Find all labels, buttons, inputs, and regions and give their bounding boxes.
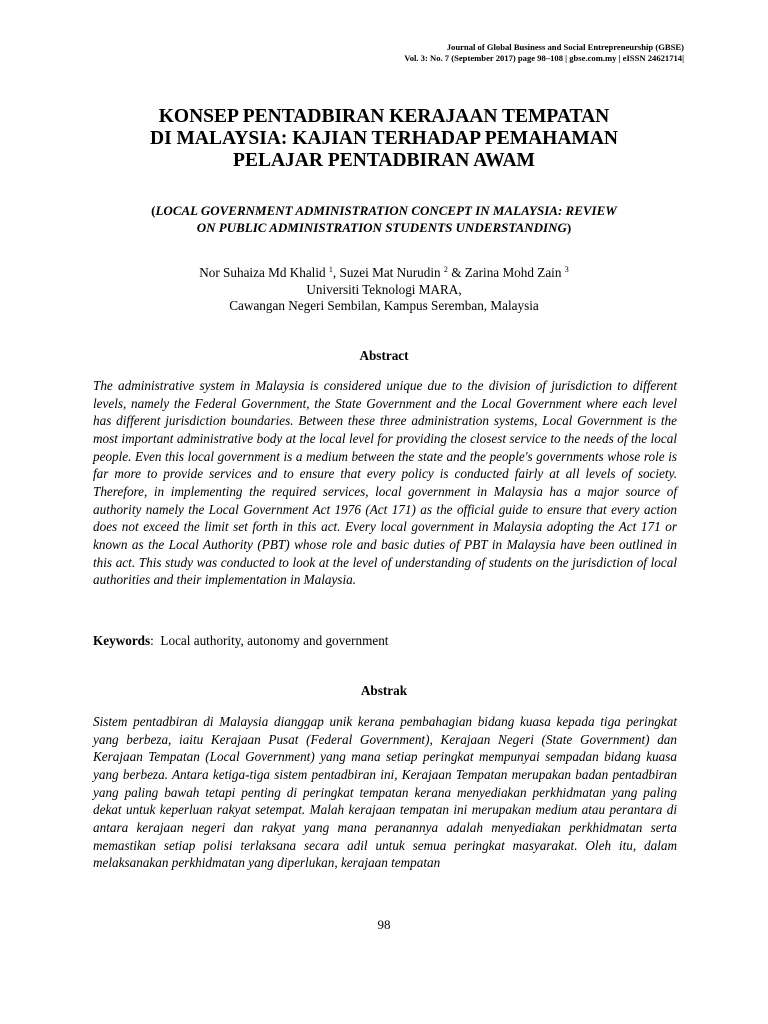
author-separator: & [447,265,465,280]
author-name: Nor Suhaiza Md Khalid [199,265,326,280]
author-affiliation-mark: 1 [328,265,333,274]
keywords-line: Keywords: Local authority, autonomy and government [93,633,389,648]
keywords-label: Keywords [93,633,151,648]
title-malay-line: PELAJAR PENTADBIRAN AWAM [233,150,535,171]
journal-name: Journal of Global Business and Social Entrepreneurship (GBSE) [446,42,684,52]
keywords-value: Local authority, autonomy and government [160,633,389,648]
author-name: Zarina Mohd Zain [464,265,562,280]
journal-header [264,42,684,64]
journal-volume-info: Vol. 3: No. 7 (September 2017) page 98–108 | gbse.com.my | eISSN 24621714| [404,53,684,63]
affiliation-line: Cawangan Negeri Sembilan, Kampus Seremban, Malaysia [229,298,539,313]
title-english-line: (LOCAL GOVERNMENT ADMINISTRATION CONCEPT IN MALAYSIA: REVIEW [151,203,617,218]
author-affiliation-mark: 3 [564,265,569,274]
authors-block [95,265,673,315]
title-english-line: ON PUBLIC ADMINISTRATION STUDENTS UNDERSTANDING) [196,220,572,235]
author-separator: , [332,265,340,280]
abstract-text: The administrative system in Malaysia is considered unique due to the division of jurisdiction to different levels, namely the Federal Government, the State Government and the Local Government where each level has different jurisdiction boundaries. Between these three administration systems, Local Government is the most important administrative body at the local level for providing the closest service to the needs of the local people. Even this local government is a medium between the state and the people's governments whose role is far more to provide services and to ensure that every policy is conducted fairly at all levels of society. Therefore, in implementing the required services, local government in Malaysia has a major source of authority namely the Local Government Act 1976 (Act 171) as the official guide to ensure that every action does not exceed the limit set forth in this act. Every local government in Malaysia adopting the Act 171 or known as the Local Authority (PBT) whose role and basic duties of PBT in Malaysia have been outlined in this act. This study was conducted to look at the level of understanding of students on the jurisdiction of local authorities and their implementation in Malaysia. [93,378,677,588]
abstrak-text: Sistem pentadbiran di Malaysia dianggap unik kerana pembahagian bidang kuasa kepada tiga peringkat yang berbeza, iaitu Kerajaan Pusat (Federal Government), Kerajaan Negeri (State Government) dan Kerajaan Tempatan (Local Government) yang mana setiap peringkat mempunyai sempadan bidang kuasa yang berbeza. Antara ketiga-tiga sistem pentadbiran ini, Kerajaan Tempatan merupakan badan pentadbiran yang paling bawah tetapi penting di peringkat tempatan kerana menyediakan perkhidmatan yang paling dekat untuk keperluan rakyat setempat. Malah kerajaan tempatan ini merupakan medium atau perantara di antara kerajaan negeri dan rakyat yang mana peranannya adalah menyediakan perkhidmatan serta memastikan setiap polisi terlaksana secara adil untuk semua peringkat masyarakat. Oleh itu, dalam melaksanakan perkhidmatan yang diperlukan, kerajaan tempatan [93,714,677,871]
title-block [95,106,673,236]
abstract-heading: Abstract [359,348,409,363]
title-malay-line: DI MALAYSIA: KAJIAN TERHADAP PEMAHAMAN [149,128,619,149]
author-line [95,265,673,282]
title-english [95,202,673,236]
title-malay-line: KONSEP PENTADBIRAN KERAJAAN TEMPATAN [158,106,610,127]
page-number: 98 [377,917,391,932]
title-malay [95,106,673,172]
affiliation-line: Universiti Teknologi MARA, [306,281,462,297]
abstrak-heading: Abstrak [360,683,408,698]
author-name: Suzei Mat Nurudin [339,265,441,280]
author-affiliation-mark: 2 [443,265,448,274]
